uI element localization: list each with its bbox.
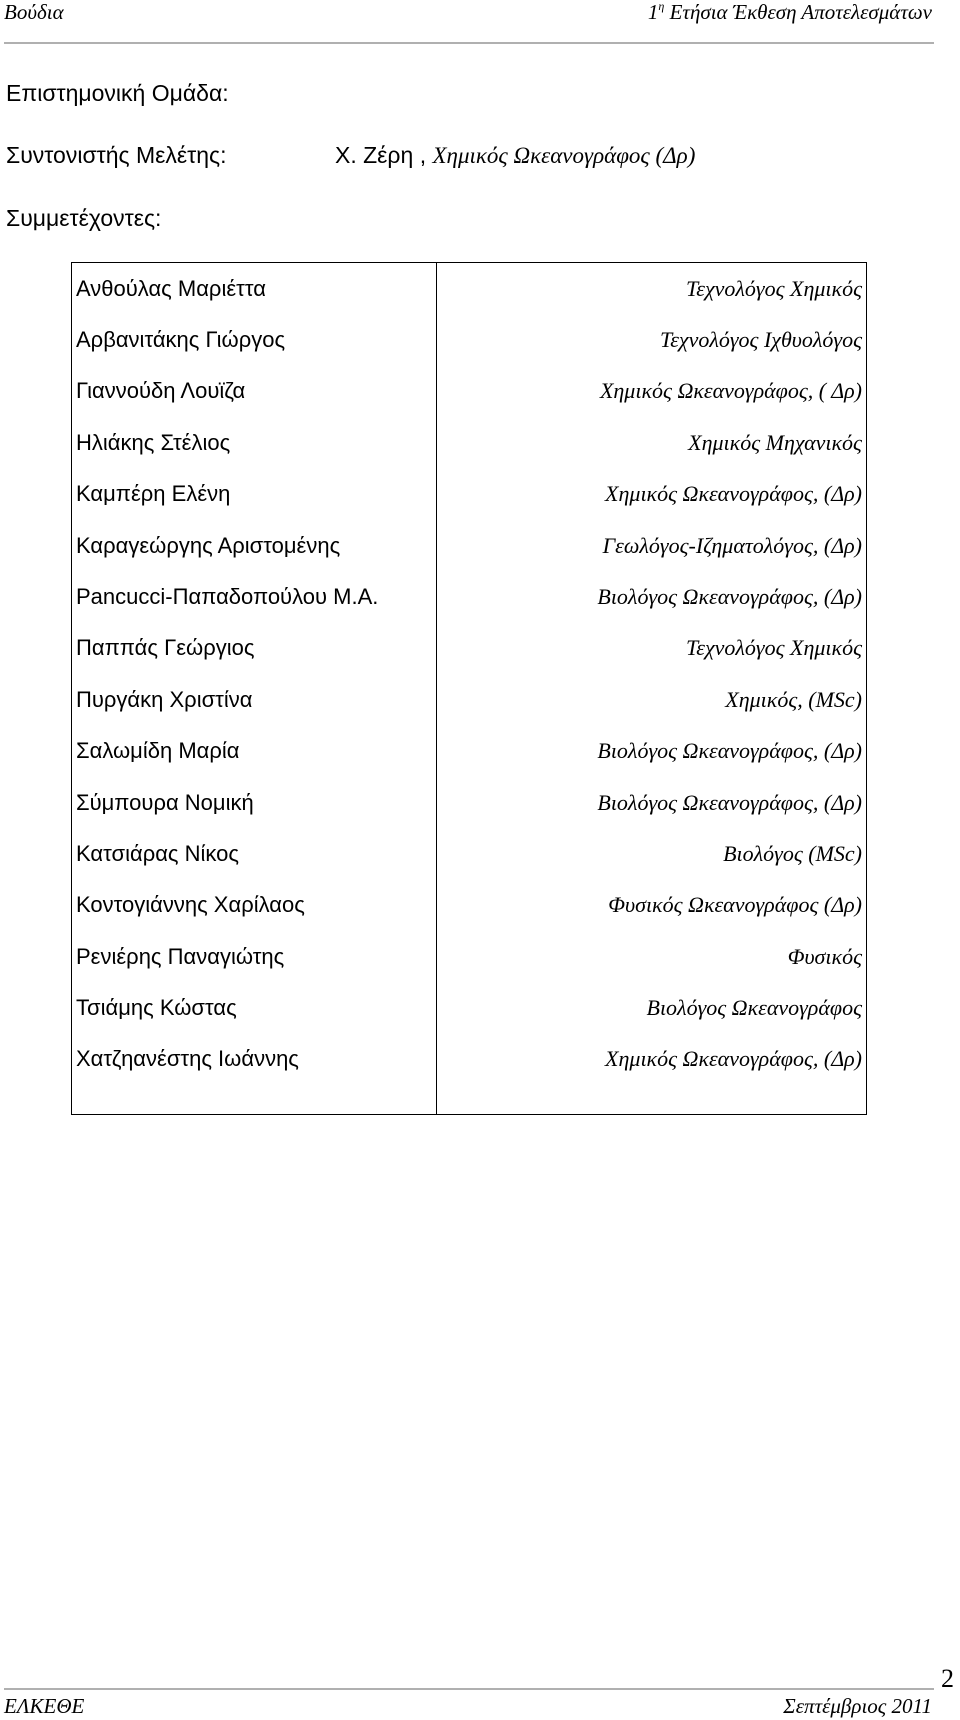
table-row [72, 263, 867, 315]
member-name: Αρβανιτάκης Γιώργος [72, 314, 437, 365]
coordinator-name: Χ. Ζέρη , [335, 142, 427, 168]
member-role: Τεχνολόγος Χημικός [437, 263, 867, 315]
member-name: Ηλιάκης Στέλιος [72, 417, 437, 468]
participants-label: Συμμετέχοντες: [6, 205, 162, 231]
member-role: Βιολόγος Ωκεανογράφος, (Δρ) [437, 777, 867, 828]
member-role: Τεχνολόγος Ιχθυολόγος [437, 314, 867, 365]
table-row [72, 314, 867, 365]
table-row [72, 366, 867, 417]
coordinator-value [335, 142, 695, 169]
member-name: Πυργάκη Χριστίνα [72, 674, 437, 725]
header-report-ordinal: η [658, 0, 665, 13]
member-role: Τεχνολόγος Χημικός [437, 623, 867, 674]
member-role: Βιολόγος Ωκεανογράφος [437, 982, 867, 1033]
member-role: Φυσικός Ωκεανογράφος (Δρ) [437, 880, 867, 931]
member-name: Καμπέρη Ελένη [72, 469, 437, 520]
table-row [72, 880, 867, 931]
coordinator-label: Συντονιστής Μελέτης: [6, 142, 227, 168]
page-footer [4, 1688, 934, 1720]
table-row [72, 1034, 867, 1115]
table-row [72, 931, 867, 982]
table-row [72, 726, 867, 777]
member-role: Χημικός Ωκεανογράφος, (Δρ) [437, 1034, 867, 1115]
page-header [4, 0, 934, 44]
header-report-number: 1 [647, 0, 659, 24]
member-role: Χημικός Ωκεανογράφος, ( Δρ) [437, 366, 867, 417]
member-role: Χημικός Ωκεανογράφος, (Δρ) [437, 469, 867, 520]
member-name: Καραγεώργης Αριστομένης [72, 520, 437, 571]
member-role: Χημικός Μηχανικός [437, 417, 867, 468]
member-role: Χημικός, (MSc) [437, 674, 867, 725]
header-report-text: Ετήσια Έκθεση Αποτελεσμάτων [669, 0, 932, 24]
header-report-title [648, 0, 932, 25]
footer-date: Σεπτέμβριος 2011 [783, 1694, 932, 1718]
member-name: Χατζηανέστης Ιωάννης [72, 1034, 437, 1115]
table-row [72, 828, 867, 879]
page-number: 2 [941, 1664, 954, 1693]
member-name: Ανθούλας Μαριέττα [72, 263, 437, 315]
table-row [72, 520, 867, 571]
member-name: Κοντογιάννης Χαρίλαος [72, 880, 437, 931]
member-role: Βιολόγος Ωκεανογράφος, (Δρ) [437, 571, 867, 622]
table-row [72, 417, 867, 468]
table-row [72, 674, 867, 725]
member-name: Παππάς Γεώργιος [72, 623, 437, 674]
member-role: Βιολόγος Ωκεανογράφος, (Δρ) [437, 726, 867, 777]
table-row [72, 982, 867, 1033]
table-row [72, 469, 867, 520]
table-row [72, 623, 867, 674]
member-role: Φυσικός [437, 931, 867, 982]
member-role: Γεωλόγος-Ιζηματολόγος, (Δρ) [437, 520, 867, 571]
table-row [72, 571, 867, 622]
participants-table [71, 262, 867, 1115]
member-name: Τσιάμης Κώστας [72, 982, 437, 1033]
member-name: Γιαννούδη Λουϊζα [72, 366, 437, 417]
table-row [72, 777, 867, 828]
member-name: Pancucci-Παπαδοπούλου Μ.Α. [72, 571, 437, 622]
header-document-name: Βούδια [4, 0, 64, 24]
footer-organization: ΕΛΚΕΘΕ [4, 1694, 85, 1718]
participants-table-body [72, 263, 867, 1115]
member-name: Κατσιάρας Νίκος [72, 828, 437, 879]
member-name: Σαλωμίδη Μαρία [72, 726, 437, 777]
member-name: Σύμπουρα Νομική [72, 777, 437, 828]
coordinator-title: Χημικός Ωκεανογράφος (Δρ) [432, 143, 696, 168]
member-name: Ρενιέρης Παναγιώτης [72, 931, 437, 982]
member-role: Βιολόγος (MSc) [437, 828, 867, 879]
team-heading: Επιστημονική Ομάδα: [6, 80, 229, 106]
